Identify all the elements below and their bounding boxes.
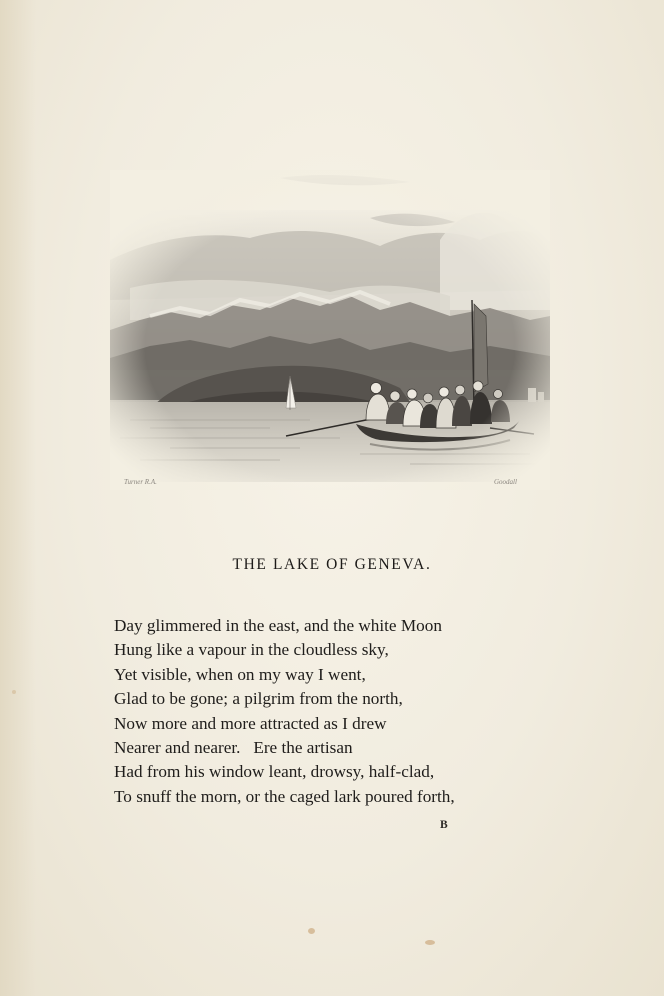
poem-line: Now more and more attracted as I drew [114, 713, 387, 733]
plate-credit-painter: Turner R.A. [124, 478, 157, 486]
engraving-plate [110, 170, 550, 490]
signature-mark: B [440, 819, 448, 831]
poem-line: Yet visible, when on my way I went, [114, 664, 366, 684]
poem-line: Glad to be gone; a pilgrim from the north, [114, 689, 403, 709]
poem-line: Nearer and nearer. Ere the artisan [114, 737, 353, 757]
poem-title: THE LAKE OF GENEVA. [232, 556, 432, 573]
lake-engraving-illustration [110, 170, 550, 490]
foxing-spot [425, 940, 435, 945]
poem-line: To snuff the morn, or the caged lark poured forth, [114, 786, 455, 806]
poem-line: Day glimmered in the east, and the white Moon [114, 616, 442, 635]
foxing-spot [12, 690, 16, 694]
page-gutter-shadow [0, 0, 36, 996]
poem-line: Hung like a vapour in the cloudless sky, [114, 640, 389, 660]
plate-credit-engraver: Goodall [494, 478, 517, 486]
poem-body [114, 614, 594, 809]
poem-line: Had from his window leant, drowsy, half-clad, [114, 762, 435, 782]
foxing-spot [308, 928, 315, 934]
